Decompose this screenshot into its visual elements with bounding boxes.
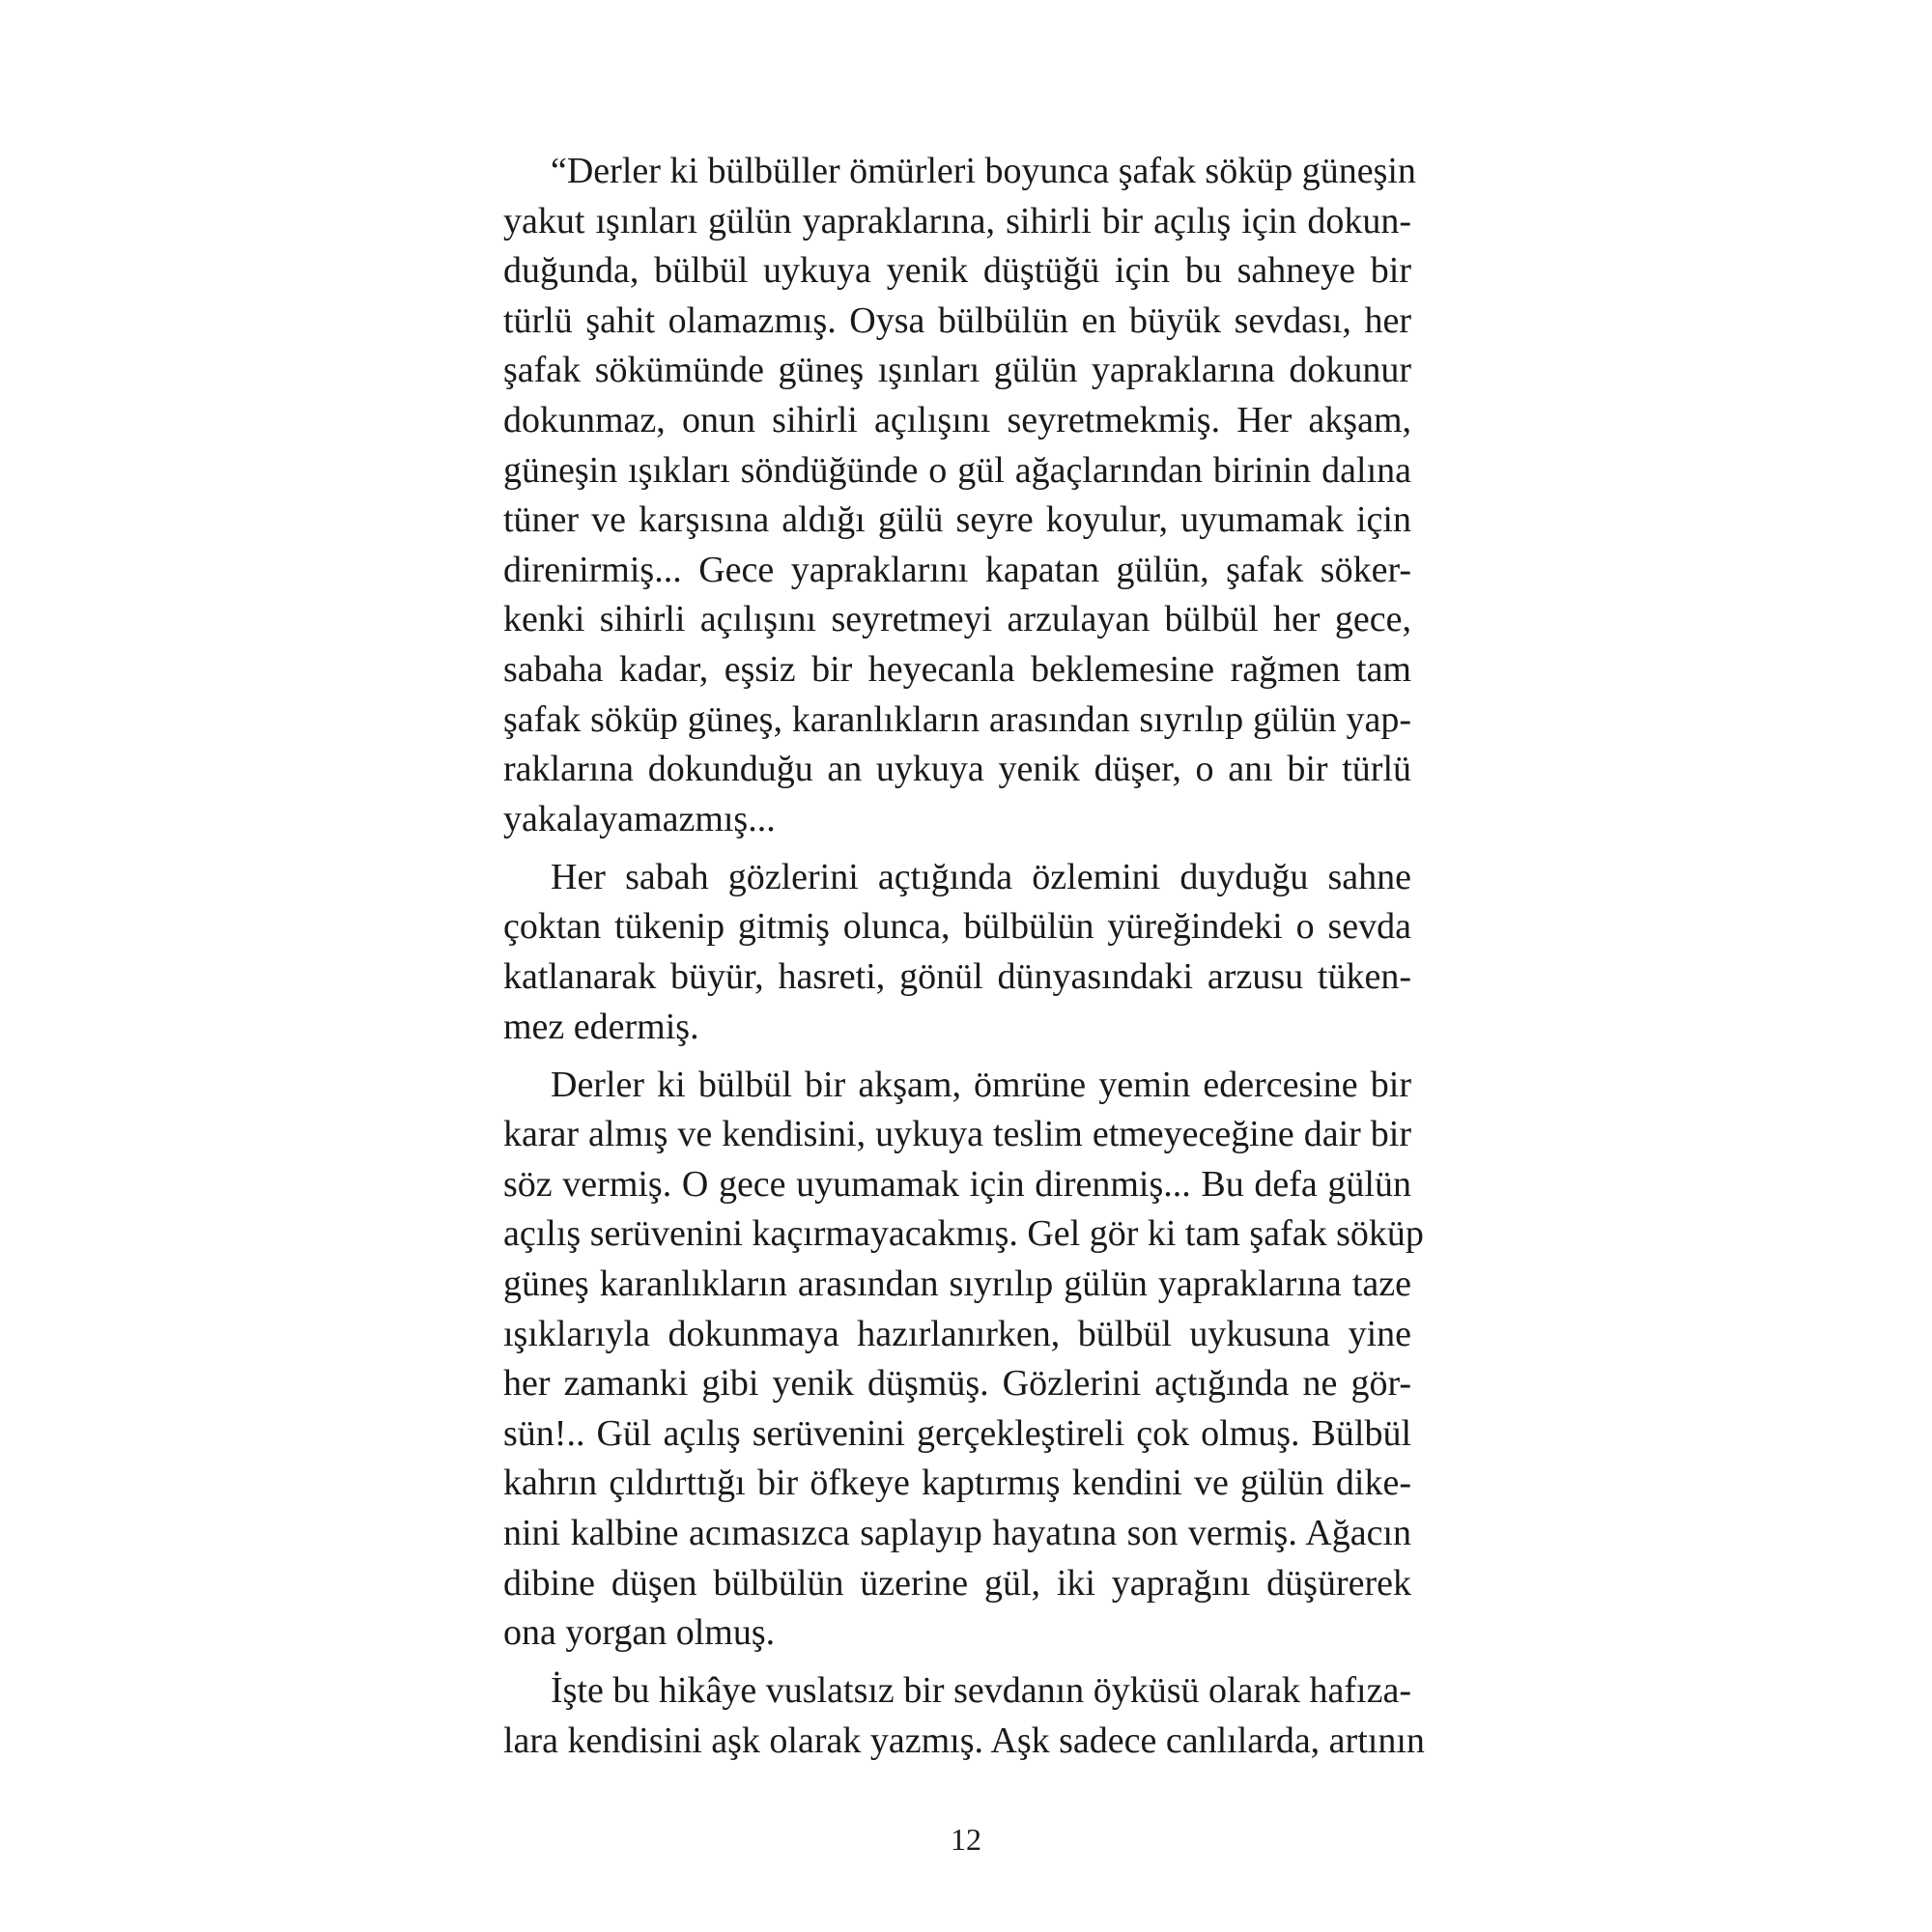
text-line: dibine düşen bülbülün üzerine gül, iki yaprağını düşürerek: [503, 1562, 1411, 1604]
text-line: sün!.. Gül açılış serüvenini gerçekleştireli çok olmuş. Bülbül: [503, 1412, 1411, 1454]
text-line: katlanarak büyür, hasreti, gönül dünyasındaki arzusu tüken-: [503, 956, 1411, 997]
text-line: dokunmaz, onun sihirli açılışını seyretmekmiş. Her akşam,: [503, 399, 1411, 440]
text-line: “Derler ki bülbüller ömürleri boyunca şafak söküp güneşin: [551, 151, 1416, 191]
text-line: duğunda, bülbül uykuya yenik düştüğü için bu sahneye bir: [503, 250, 1411, 292]
paragraph-gap: [503, 844, 1411, 853]
paragraph-4: [503, 1666, 1425, 1766]
text-line: İşte bu hikâye vuslatsız bir sevdanın öyküsü olarak hafıza-: [551, 1670, 1411, 1712]
text-line: türlü şahit olamazmış. Oysa bülbülün en büyük sevdası, her: [503, 299, 1411, 341]
text-line: şafak sökümünde güneş ışınları gülün yapraklarına dokunur: [503, 350, 1411, 391]
text-line: kenki sihirli açılışını seyretmeyi arzulayan bülbül her gece,: [503, 599, 1411, 640]
text-line: her zamanki gibi yenik düşmüş. Gözlerini açtığında ne gör-: [503, 1363, 1411, 1405]
paragraph-gap: [503, 1659, 1411, 1667]
paragraph-1: [503, 147, 1416, 844]
paragraph-gap: [503, 1052, 1411, 1061]
text-line: Derler ki bülbül bir akşam, ömrüne yemin edercesine bir: [551, 1064, 1411, 1105]
text-line: tüner ve karşısına aldığı gülü seyre koyulur, uyumamak için: [503, 499, 1411, 541]
text-line: çoktan tükenip gitmiş olunca, bülbülün yüreğindeki o sevda: [503, 906, 1411, 948]
text-line: güneşin ışıkları söndüğünde o gül ağaçlarından birinin dalına: [503, 449, 1411, 491]
text-line: yakalayamazmış...: [503, 798, 776, 839]
text-line: yakut ışınları gülün yapraklarına, sihirli bir açılış için dokun-: [503, 200, 1411, 242]
body-text: [503, 147, 1425, 1767]
text-line: güneş karanlıkların arasından sıyrılıp gülün yapraklarına taze: [503, 1264, 1411, 1305]
text-line: açılış serüvenini kaçırmayacakmış. Gel gör ki tam şafak söküp: [503, 1213, 1424, 1255]
text-line: direnirmiş... Gece yapraklarını kapatan gülün, şafak söker-: [503, 549, 1411, 590]
text-line: sabaha kadar, eşsiz bir heyecanla beklemesine rağmen tam: [503, 648, 1411, 690]
text-line: ışıklarıyla dokunmaya hazırlanırken, bülbül uykusuna yine: [503, 1313, 1411, 1354]
text-line: Her sabah gözlerini açtığında özlemini duyduğu sahne: [551, 856, 1411, 897]
text-line: karar almış ve kendisini, uykuya teslim etmeyeceğine dair bir: [503, 1114, 1411, 1155]
text-line: söz vermiş. O gece uyumamak için direnmiş... Bu defa gülün: [503, 1163, 1411, 1205]
text-line: ona yorgan olmuş.: [503, 1612, 776, 1654]
text-line: mez edermiş.: [503, 1006, 699, 1047]
text-line: nini kalbine acımasızca saplayıp hayatına son vermiş. Ağacın: [503, 1513, 1411, 1554]
text-line: şafak söküp güneş, karanlıkların arasından sıyrılıp gülün yap-: [503, 698, 1411, 740]
page-number: 12: [951, 1822, 981, 1857]
text-line: raklarına dokunduğu an uykuya yenik düşer, o anı bir türlü: [503, 749, 1411, 790]
paragraph-2: [503, 853, 1411, 1052]
text-line: kahrın çıldırttığı bir öfkeye kaptırmış kendini ve gülün dike-: [503, 1463, 1411, 1504]
paragraph-3: [503, 1061, 1424, 1659]
text-line: lara kendisini aşk olarak yazmış. Aşk sadece canlılarda, artının: [503, 1719, 1425, 1761]
